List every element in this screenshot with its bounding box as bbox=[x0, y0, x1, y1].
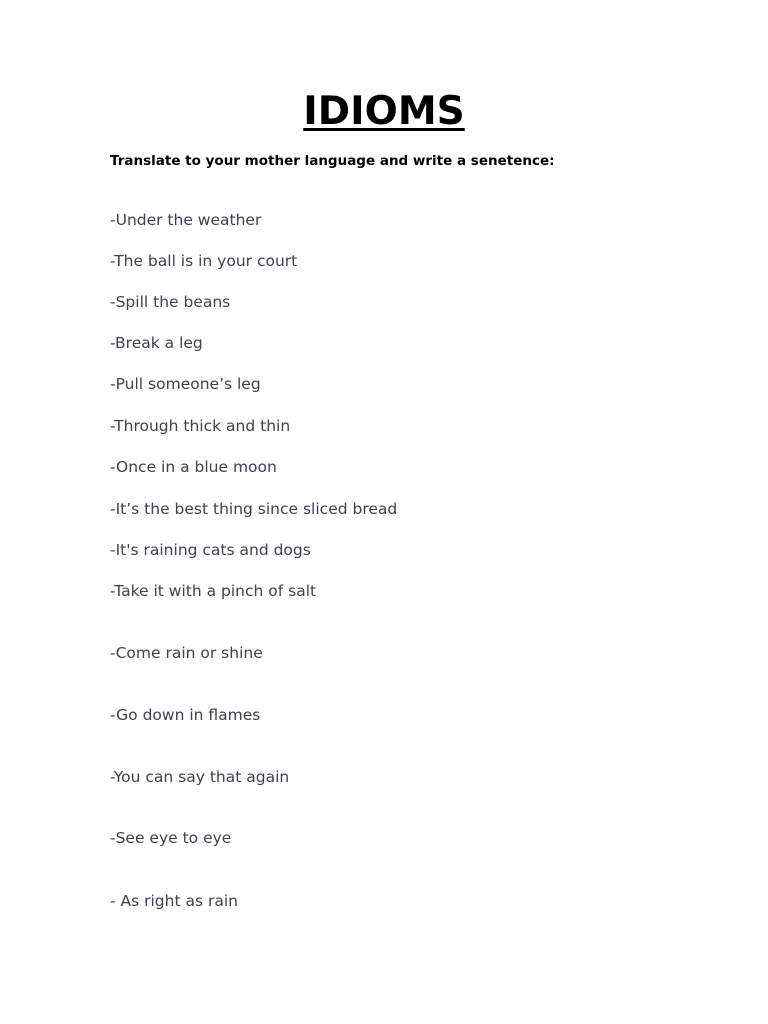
idiom-item: -Once in a blue moon bbox=[110, 458, 277, 476]
idiom-item: -Under the weather bbox=[110, 211, 262, 229]
idiom-item: -See eye to eye bbox=[110, 829, 232, 847]
idiom-item: -Go down in flames bbox=[110, 706, 261, 724]
page-title-text: IDIOMS bbox=[303, 89, 465, 134]
idiom-item: -Break a leg bbox=[110, 334, 203, 352]
idiom-item: -Take it with a pinch of salt bbox=[110, 582, 317, 600]
idiom-item: -It's raining cats and dogs bbox=[110, 541, 311, 559]
idiom-item: -Spill the beans bbox=[110, 293, 231, 311]
page-title bbox=[0, 88, 768, 136]
idiom-item: -Come rain or shine bbox=[110, 644, 263, 662]
idiom-item: -The ball is in your court bbox=[110, 252, 298, 270]
idiom-item: -Pull someone’s leg bbox=[110, 375, 261, 393]
instruction-text: Translate to your mother language and write a senetence: bbox=[110, 153, 555, 169]
idiom-item: -You can say that again bbox=[110, 768, 290, 786]
idiom-item: -It’s the best thing since sliced bread bbox=[110, 500, 398, 518]
idiom-item: -Through thick and thin bbox=[110, 417, 291, 435]
idiom-item: - As right as rain bbox=[110, 892, 238, 910]
